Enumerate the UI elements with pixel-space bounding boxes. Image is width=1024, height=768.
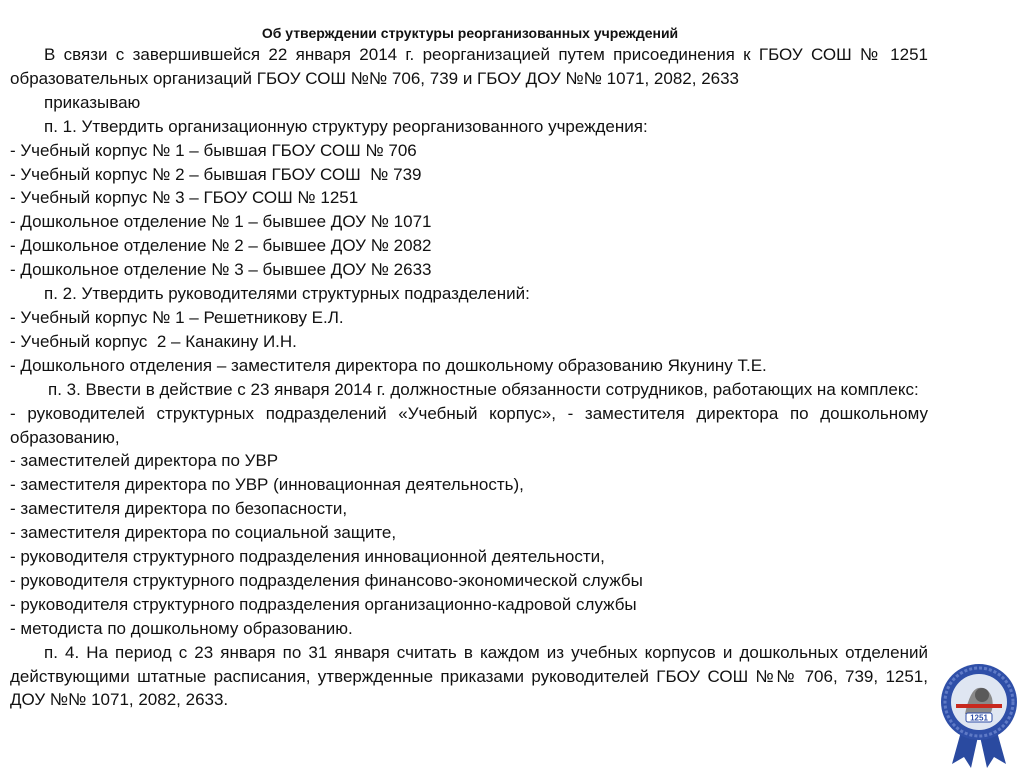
portrait-head (975, 688, 989, 702)
point-1-heading: п. 1. Утвердить организационную структуру реорганизованного учреждения: (44, 116, 648, 136)
list-item: - Дошкольное отделение № 1 – бывшее ДОУ № 1071 (10, 212, 432, 232)
point-4-paragraph: п. 4. На период с 23 января по 31 января считать в каждом из учебных корпусов и дошкольных отделений действующими штатные расписания, утвержденные приказами руководителей ГБОУ СОШ №№ 706, 739, 1251, ДОУ №№ 1071, 2082, 2633. (10, 642, 928, 710)
school-emblem-icon (940, 662, 1018, 768)
list-item: - Дошкольного отделения – заместителя директора по дошкольному образованию Якунину Т.Е. (10, 355, 767, 375)
list-item: - методиста по дошкольному образованию. (10, 618, 353, 638)
document-body (10, 43, 928, 712)
list-item: - руководителя структурного подразделения инновационной деятельности, (10, 547, 605, 567)
list-item: - заместителей директора по УВР (10, 451, 279, 471)
list-item: - Учебный корпус № 1 – бывшая ГБОУ СОШ № 706 (10, 140, 417, 160)
list-item: - заместителя директора по социальной защите, (10, 523, 397, 543)
list-item: - заместителя директора по УВР (инновационная деятельность), (10, 475, 524, 495)
list-item: - Учебный корпус № 1 – Решетникову Е.Л. (10, 307, 344, 327)
list-item: - руководителя структурного подразделения финансово-экономической службы (10, 570, 643, 590)
intro-paragraph: В связи с завершившейся 22 января 2014 г. реорганизацией путем присоединения к ГБОУ СОШ № 1251 образовательных организаций ГБОУ СОШ №№ 706, 739 и ГБОУ ДОУ №№ 1071, 2082, 2633 (10, 45, 928, 88)
emblem-number: 1251 (970, 713, 988, 723)
list-item: - Учебный корпус 2 – Канакину И.Н. (10, 331, 297, 351)
order-word: приказываю (44, 92, 141, 112)
point-3-heading: п. 3. Ввести в действие с 23 января 2014 г. должностные обязанности сотрудников, работающих на комплекс: (48, 379, 919, 399)
red-band (956, 704, 1002, 708)
list-item: - Дошкольное отделение № 2 – бывшее ДОУ № 2082 (10, 236, 432, 256)
list-item: - Учебный корпус № 2 – бывшая ГБОУ СОШ № 739 (10, 164, 422, 184)
list-item: - руководителя структурного подразделения организационно-кадровой службы (10, 594, 637, 614)
list-item: - Учебный корпус № 3 – ГБОУ СОШ № 1251 (10, 188, 359, 208)
list-item: - руководителей структурных подразделений «Учебный корпус», - заместителя директора по дошкольному образованию, (10, 403, 928, 447)
list-item: - Дошкольное отделение № 3 – бывшее ДОУ № 2633 (10, 260, 432, 280)
point-2-heading: п. 2. Утвердить руководителями структурных подразделений: (44, 284, 530, 304)
document-title: Об утверждении структуры реорганизованных учреждений (261, 25, 679, 41)
list-item: - заместителя директора по безопасности, (10, 499, 348, 519)
